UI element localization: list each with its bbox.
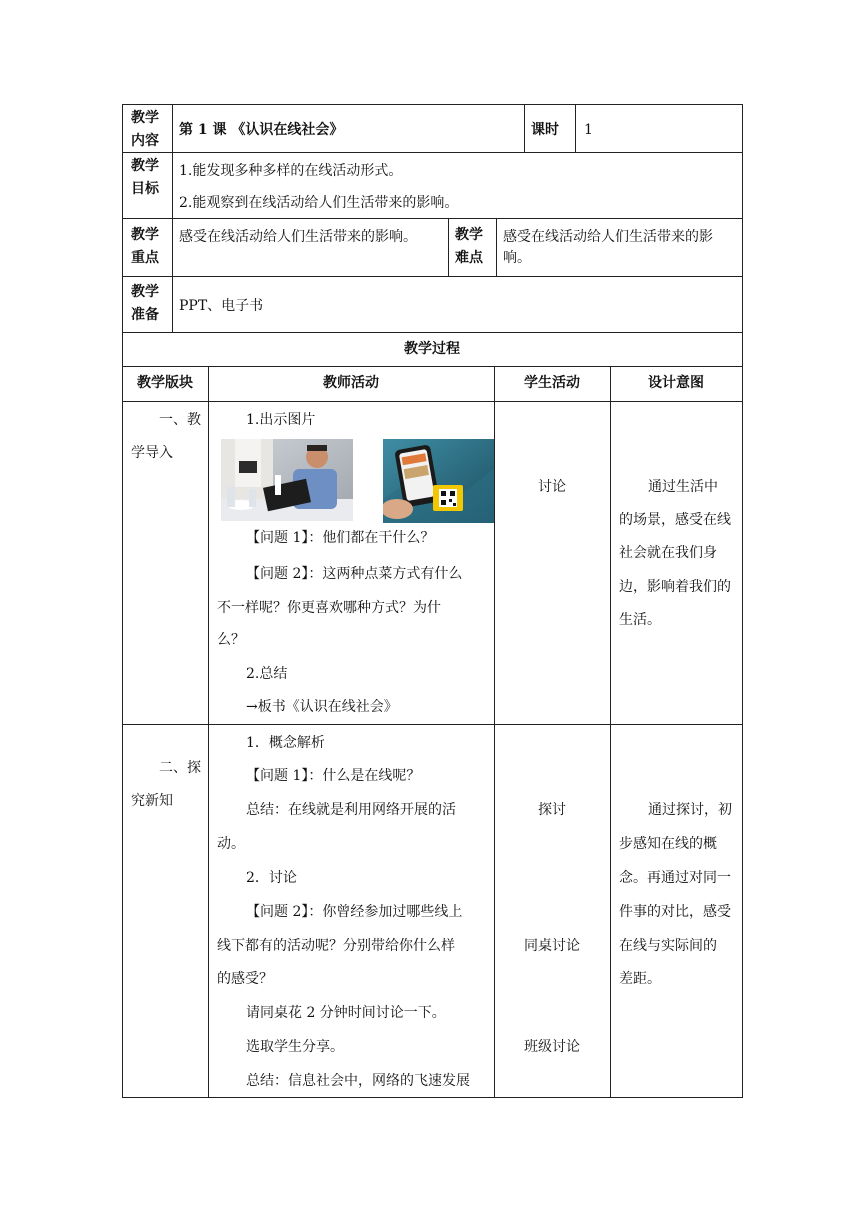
section2-student-activity-1: 探讨 [538, 802, 566, 818]
section2-teacher-line6: 【问题 2】：你曾经参加过哪些线上 [246, 904, 463, 920]
section1-intent-line4: 边，影响着我们的 [619, 579, 731, 595]
period-value: 1 [584, 122, 593, 138]
difficult-value-line2: 响。 [503, 250, 531, 266]
section2-intent-line6: 差距。 [619, 971, 661, 987]
key-label-line2: 重点 [131, 250, 159, 266]
section2-teacher-line7: 线下都有的活动呢？分别带给你什么样 [217, 938, 455, 954]
content-label-line1: 教学 [131, 110, 159, 126]
section2-teacher-line4: 动。 [217, 836, 245, 852]
column-header-student: 学生活动 [524, 375, 580, 391]
section1-intent-line5: 生活。 [619, 612, 661, 628]
waiter-ordering-photo [221, 439, 353, 521]
section1-name-line1: 一、教 [159, 412, 201, 428]
content-value: 第 1 课 《认识在线社会》 [179, 122, 344, 138]
content-label-line2: 内容 [131, 133, 159, 149]
key-value: 感受在线活动给人们生活带来的影响。 [179, 229, 417, 245]
key-label-line1: 教学 [131, 227, 159, 243]
section2-name-line1: 二、探 [159, 760, 201, 776]
goal-item-1: 1.能发现多种多样的在线活动形式。 [179, 163, 403, 179]
section2-teacher-line11: 总结：信息社会中，网络的飞速发展 [246, 1073, 470, 1089]
section2-teacher-line8: 的感受？ [217, 971, 273, 987]
section2-student-activity-3: 班级讨论 [524, 1039, 580, 1055]
column-header-intent: 设计意图 [648, 375, 704, 391]
section2-intent-line5: 在线与实际间的 [619, 938, 717, 954]
section2-name-line2: 究新知 [131, 793, 173, 809]
section2-intent-line4: 件事的对比，感受 [619, 904, 731, 920]
section1-summary-heading: 2.总结 [246, 666, 288, 682]
section1-question2-line3: 么？ [217, 632, 245, 648]
period-label: 课时 [531, 122, 559, 138]
difficult-value-line1: 感受在线活动给人们生活带来的影 [503, 229, 713, 245]
section2-intent-line1: 通过探讨，初 [648, 802, 732, 818]
column-header-block: 教学版块 [137, 375, 193, 391]
prep-value: PPT、电子书 [179, 298, 264, 314]
prep-label-line2: 准备 [131, 307, 159, 323]
section2-teacher-line5: 2．讨论 [246, 870, 297, 886]
section1-teacher-line1: 1.出示图片 [246, 412, 316, 428]
section2-teacher-line3: 总结：在线就是利用网络开展的活 [246, 802, 456, 818]
section2-student-activity-2: 同桌讨论 [524, 938, 580, 954]
goal-item-2: 2.能观察到在线活动给人们生活带来的影响。 [179, 195, 459, 211]
section1-question1: 【问题 1】：他们都在干什么？ [246, 530, 435, 546]
goals-label-line1: 教学 [131, 158, 159, 174]
section2-teacher-line2: 【问题 1】：什么是在线呢？ [246, 768, 421, 784]
section1-intent-line1: 通过生活中 [648, 479, 718, 495]
section2-teacher-line9: 请同桌花 2 分钟时间讨论一下。 [246, 1005, 446, 1021]
difficult-label-line1: 教学 [455, 227, 483, 243]
section1-intent-line2: 的场景，感受在线 [619, 512, 731, 528]
section2-intent-line3: 念。再通过对同一 [619, 870, 731, 886]
column-header-teacher: 教师活动 [323, 375, 379, 391]
section2-teacher-line10: 选取学生分享。 [246, 1039, 344, 1055]
section1-student-activity: 讨论 [538, 479, 566, 495]
section1-question2-line1: 【问题 2】：这两种点菜方式有什么 [246, 566, 463, 582]
section2-intent-line2: 步感知在线的概 [619, 836, 717, 852]
section2-teacher-line1: 1．概念解析 [246, 735, 325, 751]
section1-intent-line3: 社会就在我们身 [619, 545, 717, 561]
section1-question2-line2: 不一样呢？你更喜欢哪种方式？为什 [217, 600, 441, 616]
goals-label-line2: 目标 [131, 181, 159, 197]
difficult-label-line2: 难点 [455, 250, 483, 266]
section1-blackboard: →板书《认识在线社会》 [246, 699, 398, 715]
prep-label-line1: 教学 [131, 284, 159, 300]
process-title: 教学过程 [404, 341, 460, 357]
section1-name-line2: 学导入 [131, 445, 173, 461]
phone-qr-ordering-photo [383, 439, 494, 523]
